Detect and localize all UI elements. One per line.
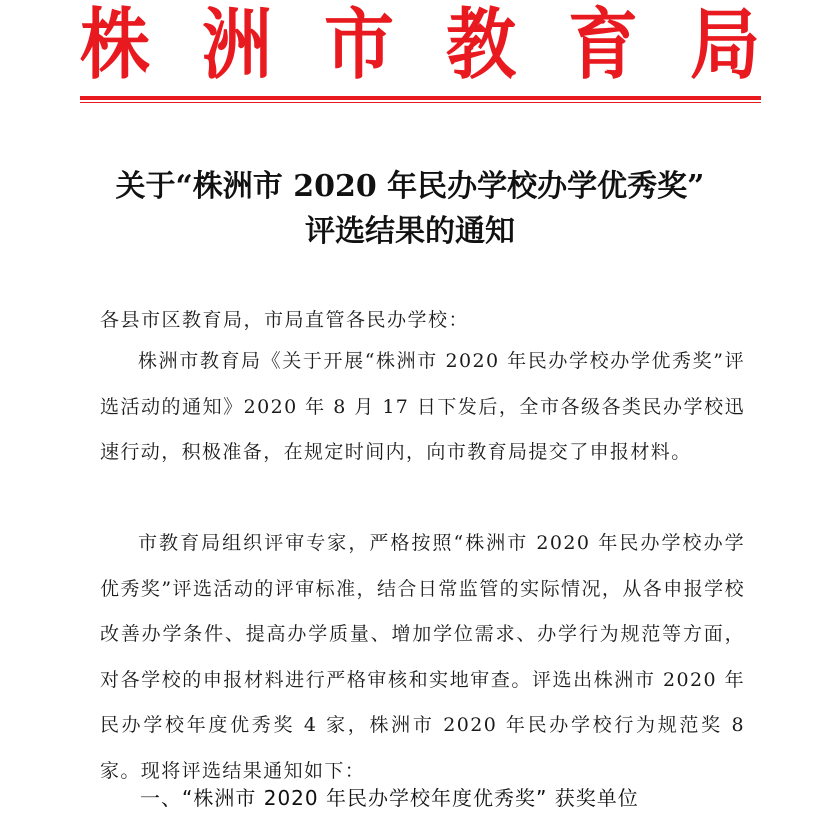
body-paragraph-2: 市教育局组织评审专家，严格按照“株洲市 2020 年民办学校办学优秀奖”评选活动的评审标准，结合日常监管的实际情况，从各申报学校改善办学条件、提高办学质量、增加学位需求、办学行为规范等方面，对各学校的申报材料进行严格审核和实地审查。评选出株洲市 2020 年民办学校年度优秀奖 4 家，株洲市 2020 年民办学校行为规范奖 8 家。现将评选结果通知如下： — [100, 532, 745, 782]
section-heading-1: 一、“株洲市 2020 年民办学校年度优秀奖” 获奖单位 — [140, 786, 639, 810]
body-paragraph-1: 株洲市教育局《关于开展“株洲市 2020 年民办学校办学优秀奖”评选活动的通知》2020 年 8 月 17 日下发后，全市各级各类民办学校迅速行动，积极准备，在规定时间内，向市教育局提交了申报材料。 — [100, 350, 745, 464]
letterhead-char: 市 — [324, 0, 394, 91]
letterhead-char: 教 — [446, 0, 516, 91]
letterhead-char: 育 — [568, 0, 638, 91]
document-title-line1: 关于“株洲市 2020 年民办学校办学优秀奖” — [115, 169, 705, 204]
letterhead-char: 局 — [690, 0, 760, 91]
letterhead-char: 洲 — [202, 0, 272, 91]
salutation: 各县市区教育局，市局直管各民办学校： — [100, 309, 470, 331]
letterhead-rule-thin — [80, 102, 761, 103]
letterhead-title — [80, 0, 760, 91]
letterhead-rule-thick — [80, 96, 761, 100]
document-title-line2: 评选结果的通知 — [305, 214, 515, 249]
letterhead-char: 株 — [80, 0, 150, 91]
